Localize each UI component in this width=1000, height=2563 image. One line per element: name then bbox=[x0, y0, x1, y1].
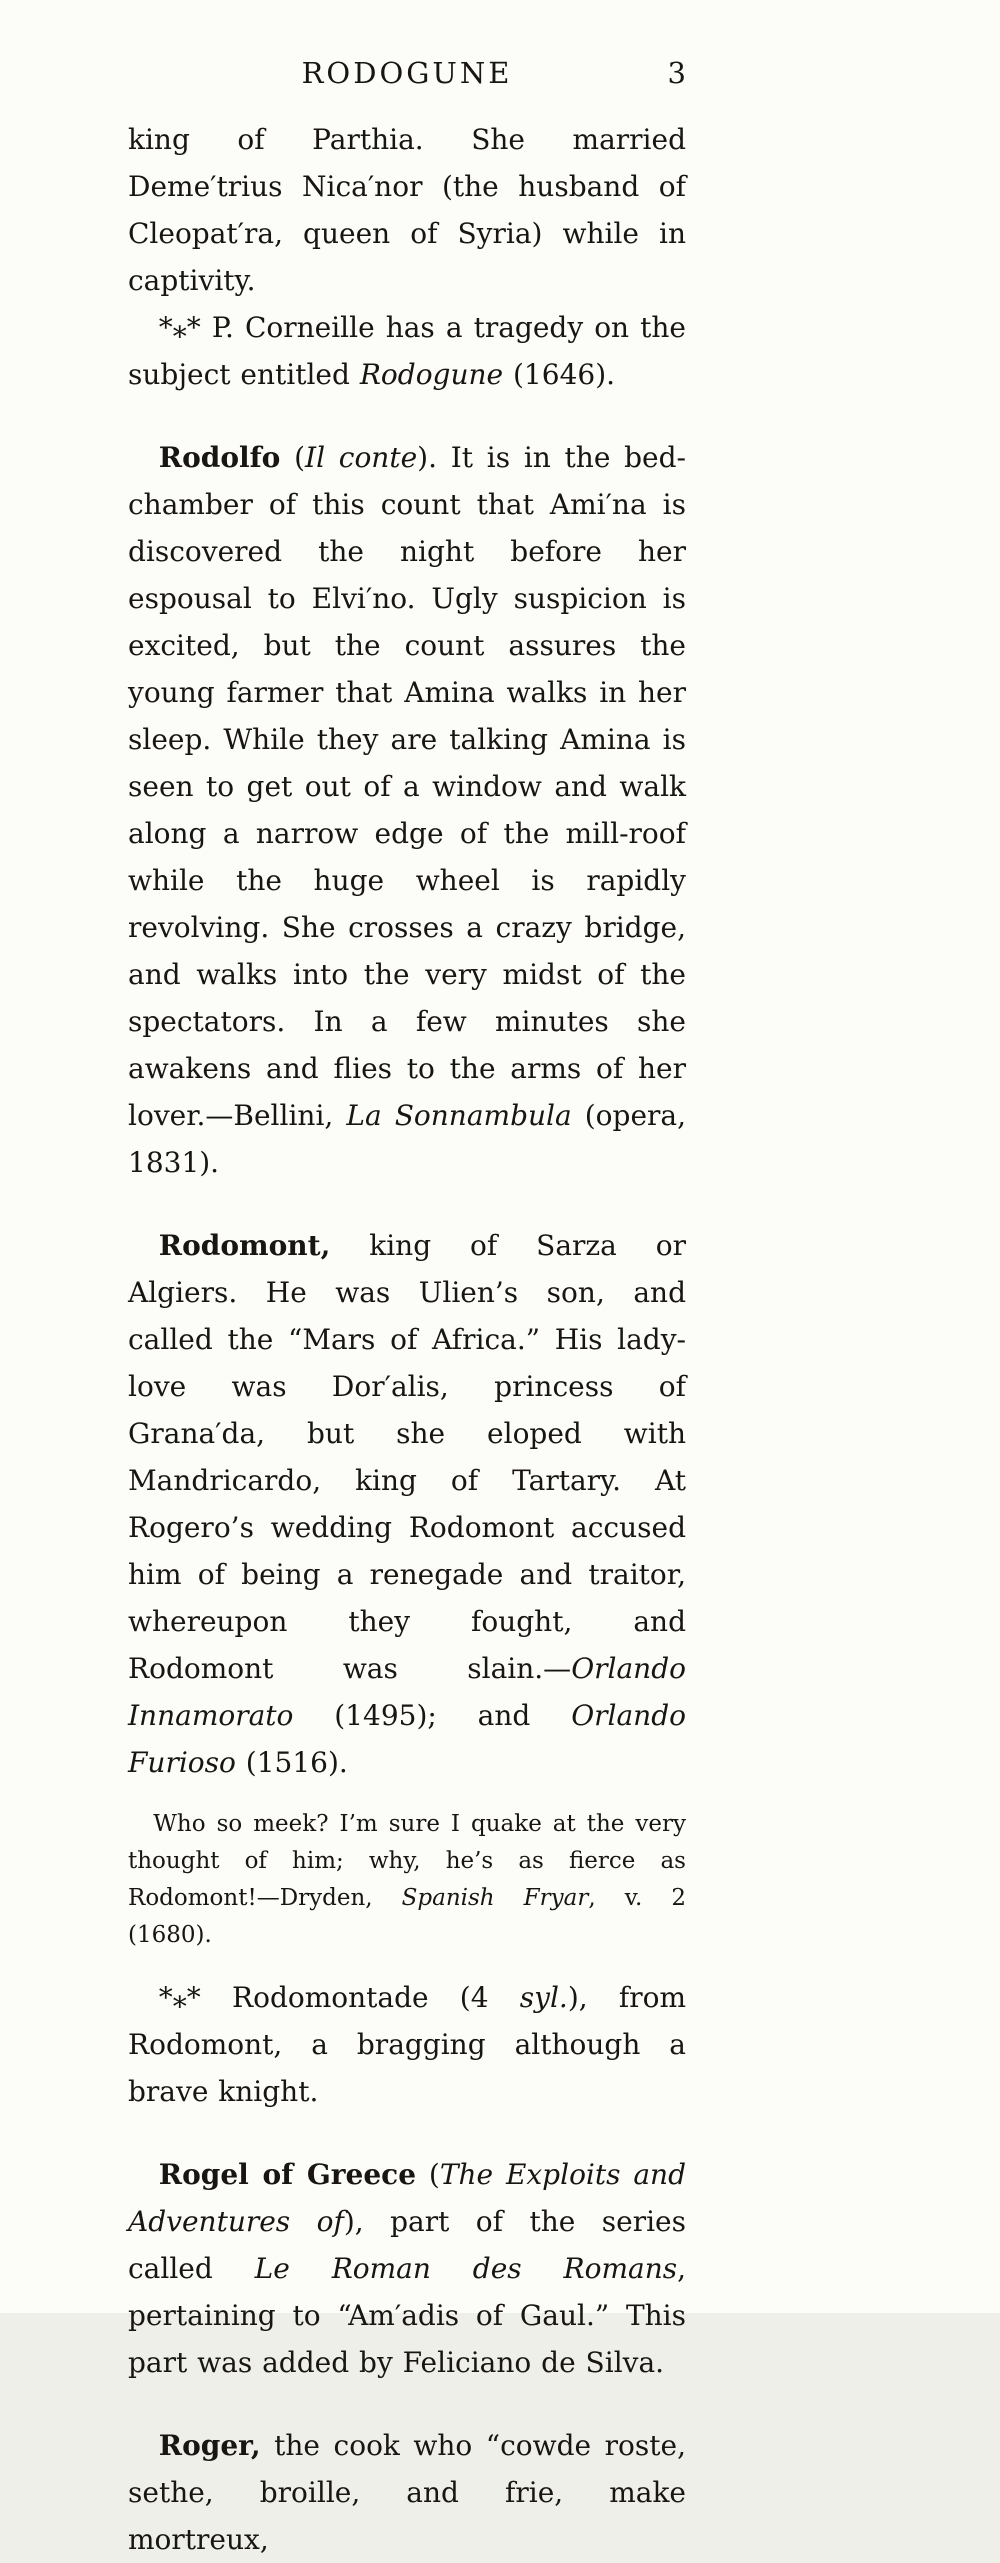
entry-headword: Rogel of Greece bbox=[158, 2158, 417, 2191]
text-segment: , v. 2 (1680). bbox=[128, 1885, 686, 1948]
italic-text-segment: Orlando Innamorato bbox=[128, 1652, 686, 1732]
page-content bbox=[128, 116, 686, 2563]
italic-text-segment: Rodogune bbox=[359, 358, 504, 391]
page-header bbox=[128, 56, 686, 90]
text-segment: Who so meek? I’m sure I quake at the very thought of him; why, he’s as fierce as Rodomont!—Dryden, bbox=[128, 1811, 686, 1911]
text-segment: king of Parthia. She married Deme′trius Nica′nor (the husband of Cleopat′ra, queen of Syria) while in captivity. bbox=[128, 123, 686, 297]
text-segment: ), part of the series called bbox=[128, 2205, 686, 2285]
text-segment: (1646). bbox=[503, 358, 616, 391]
italic-text-segment: La Sonnambula bbox=[346, 1099, 572, 1132]
page-number: 3 bbox=[667, 56, 686, 90]
text-segment: *⁎* Rodomontade (4 bbox=[158, 1981, 520, 2014]
entry-headword: Roger, bbox=[158, 2429, 261, 2462]
entry-continuation-rodogune bbox=[128, 116, 686, 304]
entry-roger bbox=[128, 2422, 686, 2563]
text-segment: the cook who “cowde roste, sethe, broille, and frie, make mortreux, bbox=[128, 2429, 686, 2556]
quote-dryden bbox=[128, 1806, 686, 1954]
entry-headword: Rodolfo bbox=[158, 441, 281, 474]
text-segment: (opera, 1831). bbox=[128, 1099, 686, 1179]
italic-text-segment: Spanish Fryar bbox=[401, 1885, 589, 1911]
text-segment: ). It is in the bed-chamber of this count that Ami′na is discovered the night before her espousal to Elvi′no. Ugly suspicion is excited, but the count assures the young farmer that Amina walks in her sleep. While they are talking Amina is seen to get out of a window and walk along a narrow edge of the mill-roof while the huge wheel is rapidly revolving. She crosses a crazy bridge, and walks into the very midst of the spectators. In a few minutes she awakens and flies to the arms of her lover.—Bellini, bbox=[128, 441, 687, 1132]
note-rodomontade bbox=[128, 1974, 686, 2115]
entry-rodolfo bbox=[128, 434, 686, 1186]
italic-text-segment: Le Roman des Romans bbox=[254, 2252, 678, 2285]
text-segment: king of Sarza or Algiers. He was Ulien’s son, and called the “Mars of Africa.” His lady-love was Dor′alis, princess of Grana′da, but she eloped with Mandricardo, king of Tartary. At Rogero’s wedding Rodomont accused him of being a renegade and traitor, whereupon they fought, and Rodomont was slain.— bbox=[128, 1229, 686, 1685]
entry-headword: Rodomont, bbox=[158, 1229, 331, 1262]
text-segment: (1516). bbox=[235, 1746, 348, 1779]
footnote-corneille bbox=[128, 304, 686, 398]
text-segment: ( bbox=[416, 2158, 440, 2191]
italic-text-segment: Orlando Furioso bbox=[128, 1699, 686, 1779]
text-segment: ), from Rodomont, a bragging although a brave knight. bbox=[128, 1981, 686, 2108]
italic-text-segment: syl. bbox=[519, 1981, 568, 2014]
text-segment: (1495); and bbox=[293, 1699, 572, 1732]
text-segment: , pertaining to “Am′adis of Gaul.” This part was added by Feliciano de Silva. bbox=[128, 2252, 686, 2379]
entry-rogel-of-greece bbox=[128, 2151, 686, 2386]
running-head: RODOGUNE bbox=[301, 56, 513, 90]
italic-text-segment: Il conte bbox=[305, 441, 418, 474]
entry-rodomont bbox=[128, 1222, 686, 1786]
italic-text-segment: The Exploits and Adventures of bbox=[128, 2158, 686, 2238]
text-segment: *⁎* P. Corneille has a tragedy on the subject entitled bbox=[128, 311, 686, 391]
text-segment: ( bbox=[280, 441, 306, 474]
